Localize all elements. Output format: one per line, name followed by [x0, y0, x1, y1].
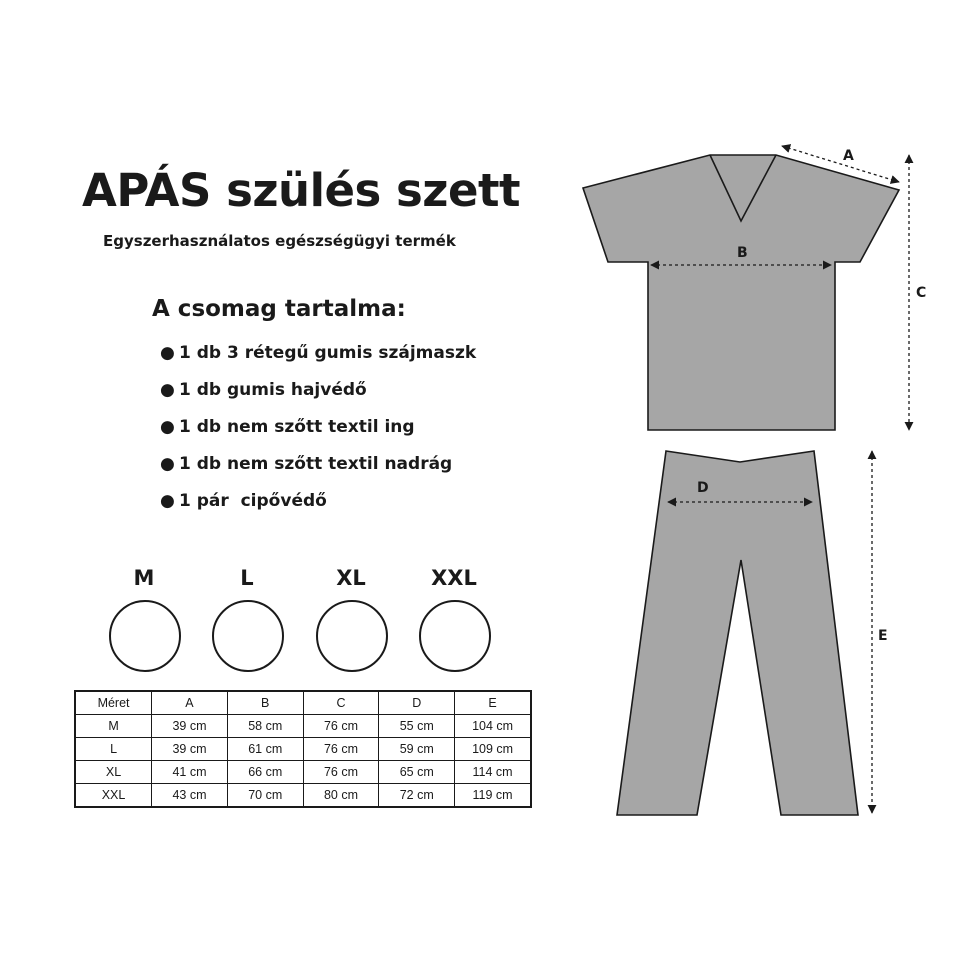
- bullet-icon: ●: [160, 343, 175, 363]
- table-cell: 55 cm: [379, 715, 455, 738]
- page-title: APÁS szülés szett: [82, 164, 521, 217]
- dimension-label-b: B: [737, 245, 748, 261]
- table-cell: XXL: [75, 784, 152, 808]
- page-subtitle: Egyszerhasználatos egészségügyi termék: [103, 232, 456, 250]
- table-cell: 70 cm: [227, 784, 303, 808]
- table-cell: M: [75, 715, 152, 738]
- table-cell: L: [75, 738, 152, 761]
- bullet-icon: ●: [160, 417, 175, 437]
- table-cell: 41 cm: [152, 761, 228, 784]
- table-cell: 39 cm: [152, 738, 228, 761]
- size-label-xl: XL: [336, 566, 366, 590]
- pants-shape: [617, 451, 858, 815]
- size-label-l: L: [240, 566, 254, 590]
- table-cell: XL: [75, 761, 152, 784]
- list-item-text: 1 db nem szőtt textil ing: [179, 417, 415, 437]
- table-cell: 59 cm: [379, 738, 455, 761]
- table-cell: 66 cm: [227, 761, 303, 784]
- list-item-text: 1 db gumis hajvédő: [179, 380, 367, 400]
- table-header-cell: Méret: [75, 691, 152, 715]
- table-cell: 65 cm: [379, 761, 455, 784]
- size-label-m: M: [133, 566, 155, 590]
- dimension-label-a: A: [843, 148, 854, 164]
- dimension-label-d: D: [697, 480, 709, 496]
- bullet-icon: ●: [160, 380, 175, 400]
- table-header-cell: B: [227, 691, 303, 715]
- table-cell: 119 cm: [455, 784, 531, 808]
- bullet-icon: ●: [160, 491, 175, 511]
- table-header-cell: C: [303, 691, 379, 715]
- dimension-label-c: C: [916, 285, 927, 301]
- table-cell: 114 cm: [455, 761, 531, 784]
- list-item-text: 1 db 3 rétegű gumis szájmaszk: [179, 343, 477, 363]
- list-item-text: 1 pár cipővédő: [179, 491, 327, 511]
- table-cell: 72 cm: [379, 784, 455, 808]
- table-header-cell: E: [455, 691, 531, 715]
- list-item-text: 1 db nem szőtt textil nadrág: [179, 454, 453, 474]
- table-cell: 109 cm: [455, 738, 531, 761]
- table-header-cell: D: [379, 691, 455, 715]
- shirt-shape: [583, 155, 899, 430]
- table-cell: 58 cm: [227, 715, 303, 738]
- table-cell: 76 cm: [303, 761, 379, 784]
- table-cell: 76 cm: [303, 738, 379, 761]
- bullet-icon: ●: [160, 454, 175, 474]
- table-cell: 76 cm: [303, 715, 379, 738]
- table-cell: 61 cm: [227, 738, 303, 761]
- package-heading: A csomag tartalma:: [152, 296, 406, 322]
- dimension-label-e: E: [878, 628, 888, 644]
- size-label-xxl: XXL: [431, 566, 477, 590]
- table-header-cell: A: [152, 691, 228, 715]
- table-cell: 80 cm: [303, 784, 379, 808]
- table-cell: 104 cm: [455, 715, 531, 738]
- table-cell: 39 cm: [152, 715, 228, 738]
- table-cell: 43 cm: [152, 784, 228, 808]
